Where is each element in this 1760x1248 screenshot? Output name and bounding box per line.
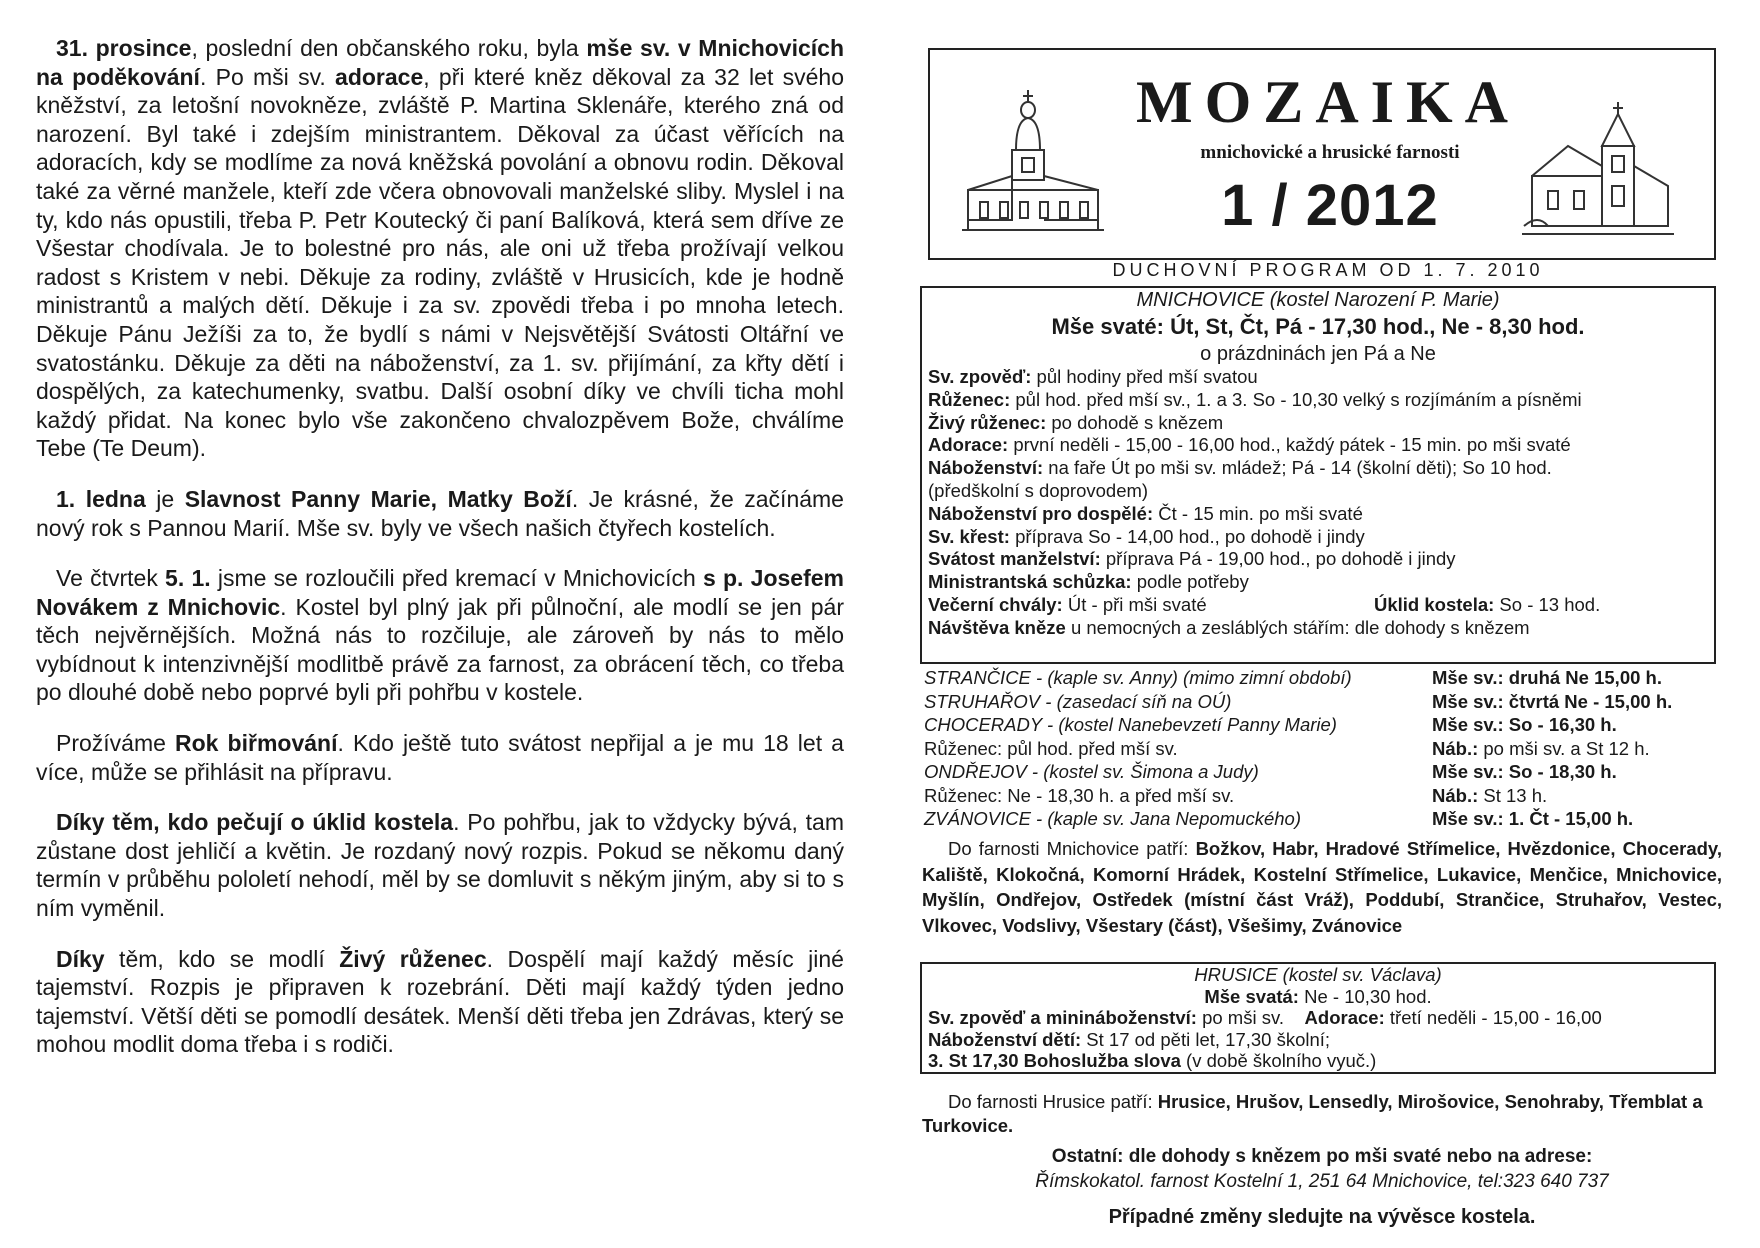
schedule-row: Růženec: půl hod. před mší sv., 1. a 3. So - 10,30 velký s rozjímáním a písněmi xyxy=(928,388,1582,410)
hrusice-word-service: 3. St 17,30 Bohoslužba slova (v době školního vyuč.) xyxy=(928,1050,1377,1071)
village-row: ZVÁNOVICE - (kaple sv. Jana Nepomuckého) Mše sv.: 1. Čt - 15,00 h. xyxy=(924,808,1634,829)
issue-number: 1 / 2012 xyxy=(1221,173,1439,238)
paragraph-funeral: Ve čtvrtek 5. 1. jsme se rozloučili před kremací v Mnichovicích s p. Josefem Novákem z Mnichovic. Kostel byl plný jak při půlnoční, ale modlí se jen pár těch nejvěrnějších. Možná nás to rozčiluje, ale zároveň by nás to mělo vybídnout k intenzivnější modlitbě právě za farnost, za obrácení těch, co třeba po dlouhé době nebo poprvé byli při pohřbu v kostele. xyxy=(36,565,845,706)
article-column xyxy=(36,34,844,1081)
paragraph-january-first: 1. ledna je Slavnost Panny Marie, Matky Boží. Je krásné, že začínáme nový rok s Pannou Marií. Mše sv. byly ve všech našich čtyřech kostelích. xyxy=(36,485,844,541)
newsletter-title: MOZAIKA xyxy=(1136,69,1520,135)
schedule-row: Náboženství pro dospělé: Čt - 15 min. po mši svaté xyxy=(928,502,1363,524)
village-schedule xyxy=(924,666,1724,831)
hrusice-heading: HRUSICE (kostel sv. Václava) xyxy=(1194,964,1442,985)
mnichovice-parish-list: Do farnosti Mnichovice patří: Božkov, Habr, Hradové Střímelice, Hvězdonice, Chocerady, Kaliště, Klokočná, Komorní Hrádek, Kostelní Střímelice, Lukavice, Menčice, Mnichovice, Myšlín, Ondřejov, Ostředek (místní část Vráž), Poddubí, Strančice, Struhařov, Vestec, Vlkovec, Vodslivy, Všestary (část), Všešimy, Zvánovice xyxy=(922,838,1722,936)
newsletter-subtitle: mnichovické a hrusické farnosti xyxy=(1200,142,1460,163)
schedule-row: Svátost manželství: příprava Pá - 19,00 hod., po dohodě i jindy xyxy=(928,548,1456,570)
schedule-row-vespers: Večerní chvály: Út - při mši svaté Úklid kostela: So - 13 hod. xyxy=(928,593,1601,615)
village-row: Růženec: Ne - 18,30 h. a před mší sv. Náb.: St 13 h. xyxy=(924,784,1548,806)
schedule-row-visit: Návštěva kněze u nemocných a zesláblých stářím: dle dohody s knězem xyxy=(928,616,1530,638)
paragraph-living-rosary: Díky těm, kdo se modlí Živý růženec. Dospělí mají každý měsíc jiné tajemství. Rozpis je připraven k rozebrání. Děti mají každý týden jedno tajemství. Větší děti se pomodlí desátek. Menší děti třeba jen Zdrávas, který se mohou modlit doma třeba i s rodiči. xyxy=(36,945,844,1058)
hrusice-mass: Mše svatá: Ne - 10,30 hod. xyxy=(1204,985,1432,1007)
schedule-row: Živý růženec: po dohodě s knězem xyxy=(928,411,1224,433)
schedule-row: Sv. křest: příprava So - 14,00 hod., po dohodě i jindy xyxy=(928,525,1365,547)
village-row: STRANČICE - (kaple sv. Anny) (mimo zimní období) Mše sv.: druhá Ne 15,00 h. xyxy=(924,667,1662,688)
mnichovice-holidays: o prázdninách jen Pá a Ne xyxy=(1200,343,1436,365)
mnichovice-masses: Mše svaté: Út, St, Čt, Pá - 17,30 hod., Ne - 8,30 hod. xyxy=(1051,314,1585,339)
hrusice-children: Náboženství dětí: St 17 od pěti let, 17,30 školní; xyxy=(928,1028,1331,1050)
mnichovice-box xyxy=(920,286,1716,664)
schedule-row: Náboženství: na faře Út po mši sv. mládež; Pá - 14 (školní děti); So 10 hod. xyxy=(928,457,1552,479)
village-row: STRUHAŘOV - (zasedací síň na OÚ) Mše sv.: čtvrtá Ne - 15,00 h. xyxy=(924,690,1673,712)
church-gothic-icon xyxy=(1518,96,1678,246)
schedule-row: Adorace: první neděli - 15,00 - 16,00 hod., každý pátek - 15 min. po mši svaté xyxy=(928,434,1571,456)
program-title: DUCHOVNÍ PROGRAM OD 1. 7. 2010 xyxy=(1112,260,1544,280)
paragraph-new-year-eve: 31. prosince, poslední den občanského roku, byla mše sv. v Mnichovicích na poděkování. Po mši sv. adorace, při které kněz děkoval za 32 let svého kněžství, za letošní novokněze, zvláště P. Martina Sklenáře, kterého zná od narození. Byl také i zdejším ministrantem. Děkoval za účast věřících na adoracích, kdy se modlíme za nová kněžská povolání a obnovu rodin. Děkoval také za věrné manžele, kteří zde včera obnovovali manželské sliby. Myslel i na ty, kdo nás opustili, třeba P. Petr Koutecký či paní Balíková, která sem dříve ze Všestar chodívala. Je to bolestné pro nás, ale oni už třeba prožívají velkou radost s Kristem v nebi. Děkuje za rodiny, zvláště v Hrusicích, kde je hodně ministrantů a malých dětí. Děkuje i za sv. zpovědi třeba i po mnoha letech. Děkuje Pánu Ježíši za to, že bydlí s námi v Nejsvětější Svátosti Oltářní ve svatostánku. Děkuje za děti na náboženství, za 1. sv. přijímání, za křty dětí i dospělých, za katechumenky, svatbu. Další osobní díky ve chvíli ticha mohl každý přidat. Na konec bylo vše zakončeno chvalozpěvem Bože, chválíme Tebe (Te Deum). xyxy=(36,35,844,462)
church-baroque-icon xyxy=(958,80,1108,250)
village-row: Růženec: půl hod. před mší sv. Náb.: po mši sv. a St 12 h. xyxy=(924,737,1650,759)
cleaning-info: Úklid kostela: So - 13 hod. xyxy=(1374,593,1601,615)
hrusice-box xyxy=(920,962,1716,1074)
changes-notice: Případné změny sledujte na vývěsce kostela. xyxy=(1108,1206,1536,1228)
mnichovice-heading: MNICHOVICE (kostel Narození P. Marie) xyxy=(1136,289,1500,311)
schedule-row: (předškolní s doprovodem) xyxy=(928,479,1149,501)
schedule-row: Ministrantská schůzka: podle potřeby xyxy=(928,571,1249,593)
paragraph-church-cleaning: Díky těm, kdo pečují o úklid kostela. Po pohřbu, jak to vždycky bývá, tam zůstane dost jehličí a květin. Je rozdaný nový rozpis. Pokud se někomu daný termín v průběhu pololetí nehodí, měl by se domluvit s někým jiným, aby si to s ním vyměnil. xyxy=(36,809,844,922)
contact-info: Ostatní: dle dohody s knězem po mši svaté nebo na adrese: Římskokatol. farnost Kostelní 1, 251 64 Mnichovice, tel:323 640 737 xyxy=(1035,1146,1609,1192)
masthead xyxy=(928,48,1716,260)
village-row: ONDŘEJOV - (kostel sv. Šimona a Judy) Mše sv.: So - 18,30 h. xyxy=(924,761,1617,782)
paragraph-confirmation-year: Prožíváme Rok biřmování. Kdo ještě tuto svátost nepřijal a je mu 18 let a více, může se přihlásit na přípravu. xyxy=(36,730,844,785)
village-row: CHOCERADY - (kostel Nanebevzetí Panny Marie) Mše sv.: So - 16,30 h. xyxy=(924,714,1617,735)
program-column xyxy=(908,0,1720,1248)
schedule-row: Sv. zpověď: půl hodiny před mší svatou xyxy=(928,366,1258,387)
hrusice-confession: Sv. zpověď a minináboženství: po mši sv. Adorace: třetí neděli - 15,00 - 16,00 xyxy=(928,1007,1602,1028)
hrusice-parish-list: Do farnosti Hrusice patří: Hrusice, Hrušov, Lensedly, Mirošovice, Senohraby, Třemblat a Turkovice. xyxy=(922,1091,1703,1136)
